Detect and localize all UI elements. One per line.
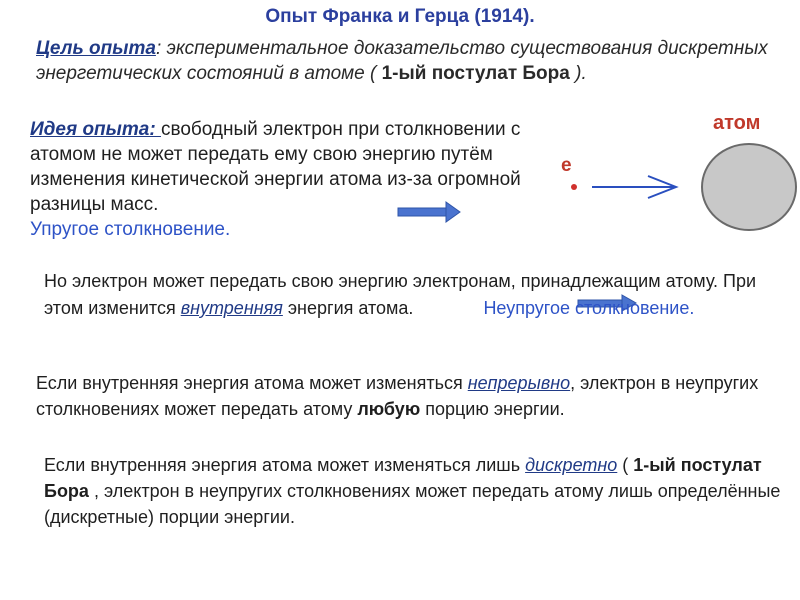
para4-text3: , электрон в неупругих столкновениях может передать атому лишь определённые (дискретные) порции энергии. xyxy=(44,481,781,527)
para4-discrete: дискретно xyxy=(525,455,618,475)
title-end: . xyxy=(529,6,535,27)
continuous-paragraph xyxy=(36,370,766,422)
para3-text1: Если внутренняя энергия атома может изменяться xyxy=(36,373,468,393)
electron-arrow-icon xyxy=(592,176,676,198)
para4-postulate: 1-ый постулат Бора xyxy=(44,455,762,501)
discrete-paragraph xyxy=(44,452,784,530)
idea-text: свободный электрон при столкновении с атомом не может передать ему свою энергию путём изменения кинетической энергии атома из-за огромной разницы масс. xyxy=(30,119,521,215)
goal-label: Цель опыта xyxy=(36,38,156,59)
para3-text2: , электрон в неупругих столкновениях может передать атому xyxy=(36,373,759,419)
idea-label: Идея опыта: xyxy=(30,119,161,140)
para3-any: любую xyxy=(357,399,421,419)
goal-colon: : xyxy=(155,38,162,59)
inelastic-collision-label: Неупругое столкновение. xyxy=(483,298,695,318)
para2-text2: энергия атома. xyxy=(282,298,414,318)
para3-continuous: непрерывно xyxy=(467,373,571,393)
goal-text: экспериментальное доказательство существования дискретных энергетических состояний в атоме ( xyxy=(36,38,768,84)
para4-text1: Если внутренняя энергия атома может изменяться лишь xyxy=(44,455,526,475)
goal-end: ). xyxy=(569,63,587,84)
electron-label: e xyxy=(561,155,572,176)
title-text: Опыт Франка и Герца xyxy=(265,6,475,27)
elastic-collision-label: Упругое столкновение. xyxy=(30,219,231,240)
title-year: (1914) xyxy=(474,6,530,27)
block-arrow-icon-1 xyxy=(398,202,460,222)
para3-text3: порцию энергии. xyxy=(420,399,565,419)
atom-label: атом xyxy=(713,112,761,134)
para4-text2: ( xyxy=(617,455,634,475)
inelastic-paragraph xyxy=(44,268,764,322)
para2-internal: внутренняя xyxy=(180,298,283,318)
para2-text1: Но электрон может передать свою энергию электронам, принадлежащим атому. При этом изменится xyxy=(44,271,757,318)
goal-postulate: 1-ый постулат Бора xyxy=(381,63,570,84)
